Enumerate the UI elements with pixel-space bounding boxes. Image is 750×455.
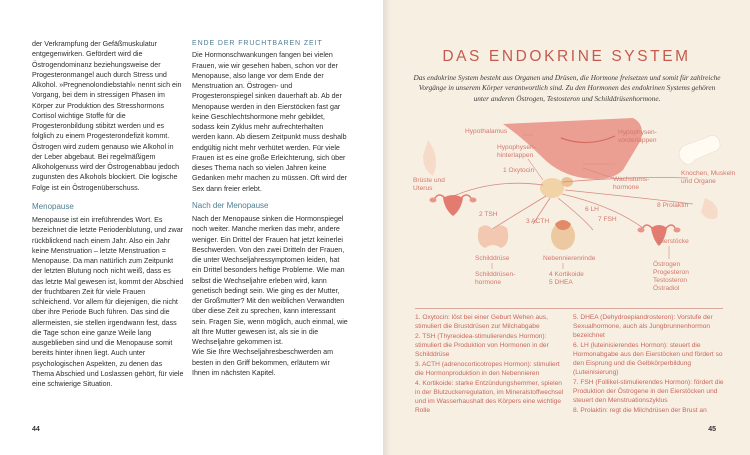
legend-item: 7. FSH (Follikel-stimulierendes Hormon): fördert die Produktion der Östrogene in den Eierstöcken und steuert den Menstruationszyklus [573, 378, 724, 404]
label-fsh: 7 FSH [598, 216, 617, 223]
section-heading-ende: ENDE DER FRUCHTBAREN ZEIT [192, 40, 323, 47]
legend-divider [415, 308, 723, 309]
label-hinterlappen: Hypophysen- hinterlappen [497, 144, 536, 159]
intro-text: Das endokrine System besteht aus Organen und Drüsen, die Hormone freisetzen und somit für zahlreiche Vorgänge in unserem Körper verantwortlich sind. Zu den Hormonen des endokrinen Systems gehören unter anderen Östrogen, Testosteron und Schilddrüsenhormone. [413, 73, 721, 103]
label-tsh: 2 TSH [479, 211, 498, 218]
body-paragraph: Nach der Menopause sinken die Hormonspiegel noch weiter. Manche merken das mehr, andere weniger. Ein Drittel der Frauen hat jetzt keinerlei Beschwerden. Von den zwei Dritteln der Frauen, die unter Wechseljahressymptomen leiden, hat ein Drittel besonders heftige Probleme. Wie man selbst die Wechseljahre erleben wird, kann genetisch bedingt sein. Wie ging es der Mutter, der Großmutter? Mit den weiblichen Verwandten über diese Zeit zu sprechen, kann interessant sein. Fragen Sie, wenn möglich, auch einmal, wie alt Ihre Mutter gewesen ist, als sie in die Wechseljahre gekommen ist. [192, 215, 348, 346]
label-kortikoide: 4 Kortikoide [549, 271, 584, 278]
breast-illustration [423, 140, 436, 176]
legend-item: 3. ACTH (adrenocorticotropes Hormon): stimuliert die Hormonproduktion in den Nebennieren [415, 361, 560, 378]
legend-item: 2. TSH (Thyreoidea-stimulierendes Hormon): stimuliert die Produktion von Hormonen in der Schilddrüse [415, 333, 549, 358]
legend-item: 5. DHEA (Dehydroepiandrosteron): Vorstufe der Sexualhormone, auch als Jungbrunnenhormon bezeichnet [573, 314, 713, 339]
breast-right-illustration [701, 198, 718, 219]
book-gutter [383, 0, 391, 455]
right-column [192, 39, 348, 378]
label-hypothalamus: Hypothalamus [465, 128, 508, 135]
label-knochen: Knochen, Muskeln und Organe [681, 170, 736, 185]
body-paragraph: Menopause ist ein irreführendes Wort. Es bezeichnet die letzte Periodenblutung, und zwar rückblickend nach einem Jahr. Also ein Jahr keine Menstruation – letzte Menstruation = Menopause. Da man natürlich zum Zeitpunkt der letzten Blutung noch nicht weiß, dass es das letzte Mal gewesen ist, kommt der Abschied der fruchtbaren Zeit für viele Frauen schleichend. Vor allem für diejenigen, die nicht über ihre Periode Buch führen. Das sind die allermeisten, sie stellen irgendwann fest, dass die Tage schon eine ganze Weile lang ausgeblieben sind und die Menopause somit bereits hinter ihnen liegt. Auch unter psychologischen Aspekten, zu denen das Thema Abschied und Loslassen gehört, für viele eine schwierige Situation. [32, 216, 184, 388]
uterus-left-icon [430, 195, 477, 216]
legend-right [573, 314, 725, 417]
legend-left [415, 314, 565, 417]
pituitary-gland-icon [540, 178, 564, 198]
hormone-arrows [449, 168, 693, 231]
left-column [32, 39, 184, 389]
label-brueste-uterus: Brüste und Uterus [413, 177, 445, 192]
body-paragraph: der Verkrampfung der Gefäßmuskulatur entgegenwirken. Gefördert wird die Östrogendominanz beziehungsweise der Progesteronmangel auch durch Stress und Alkohol. »Pregnenolondiebstahl« nennt sich ein Vorgang, bei dem in stressigen Phasen im Körper zur Produktion des Stresshormons Cortisol wichtige Stoffe für die Progesteronbildung stibitzt werden und es folglich zu einem Progesterondefizit kommt. Östrogen wird zudem genauso wie Alkohol in der Leber abgebaut. Bei regelmäßigem Alkoholgenuss wird der Östrogenabbau jedoch zugunsten des Alkohols blockiert. Die logische Folge ist ein Östrogenüberschuss. [32, 40, 182, 192]
right-page [383, 0, 750, 455]
page-title: DAS ENDOKRINE SYSTEM [442, 48, 691, 65]
label-lh: 6 LH [585, 206, 599, 213]
label-eierstoecke: Eierstöcke [658, 238, 689, 245]
page-number: 44 [32, 426, 40, 433]
bone-illustration [679, 135, 720, 164]
label-wachstumshormone: Wachstums- hormone [613, 176, 650, 191]
section-heading-menopause: Menopause [32, 201, 74, 211]
page-number: 45 [708, 426, 716, 433]
legend-item: 1. Oxytocin: löst bei einer Geburt Wehen aus, stimuliert die Brustdrüsen zur Milchabgabe [415, 314, 548, 330]
label-vorderlappen: Hypophysen- vorderlappen [618, 129, 657, 144]
label-prolaktin: 8 Prolaktin [657, 202, 689, 209]
section-heading-nach-menopause: Nach der Menopause [192, 200, 269, 210]
label-oxytocin: 1 Oxytocin [503, 167, 535, 174]
legend-item: 4. Kortikoide: starke Entzündungshemmer, spielen in der Blutzuckerregulation, im Mineralstoffwechsel und im Wasserhaushalt des Körpers eine wichtige Rolle [415, 380, 564, 414]
endocrine-diagram [383, 118, 750, 306]
adrenal-icon [551, 220, 575, 250]
label-acth: 3 ACTH [526, 218, 550, 225]
label-schilddruesenhormone: Schilddrüsen- hormone [475, 271, 516, 286]
legend-item: 6. LH (luteinisierendes Hormon): steuert die Hormonabgabe aus den Eierstöcken und fördert so den Eisprung und die Gelbkörperbildung (Luteinisierung) [573, 342, 723, 376]
label-nebennierenrinde: Nebennierenrinde [543, 255, 596, 262]
legend-item: 8. Prolaktin: regt die Milchdrüsen der Brust an [573, 406, 707, 414]
body-paragraph: Wie Sie Ihre Wechseljahresbeschwerden am besten in den Griff bekommen, erläutern wir Ihnen im nächsten Kapitel. [192, 348, 334, 377]
body-paragraph: Die Hormonschwankungen fangen bei vielen Frauen, wie wir gesehen haben, schon vor der Menopause, also lange vor dem Ende der Menstruation an. Östrogen- und Progesteronspiegel sinken dauerhaft ab. Ab der Menopause werden in den Eierstöcken fast gar keine Geschlechtshormone mehr gebildet, sodass kein Zyklus mehr aufrechterhalten werden kann. Ab diesem Zeitpunkt muss deshalb endgültig nicht mehr verhütet werden. Für viele Frauen ist es eine große Erleichterung, sich über dieses Thema nach so vielen Jahren keine Gedanken mehr machen zu müssen. Oft wird der Sex dann freier erlebt. [192, 51, 347, 193]
label-schilddruese: Schilddrüse [475, 255, 510, 262]
label-ovar-hormone: Östrogen Progesteron Testosteron Östradiol [653, 261, 689, 292]
label-dhea: 5 DHEA [549, 279, 573, 286]
